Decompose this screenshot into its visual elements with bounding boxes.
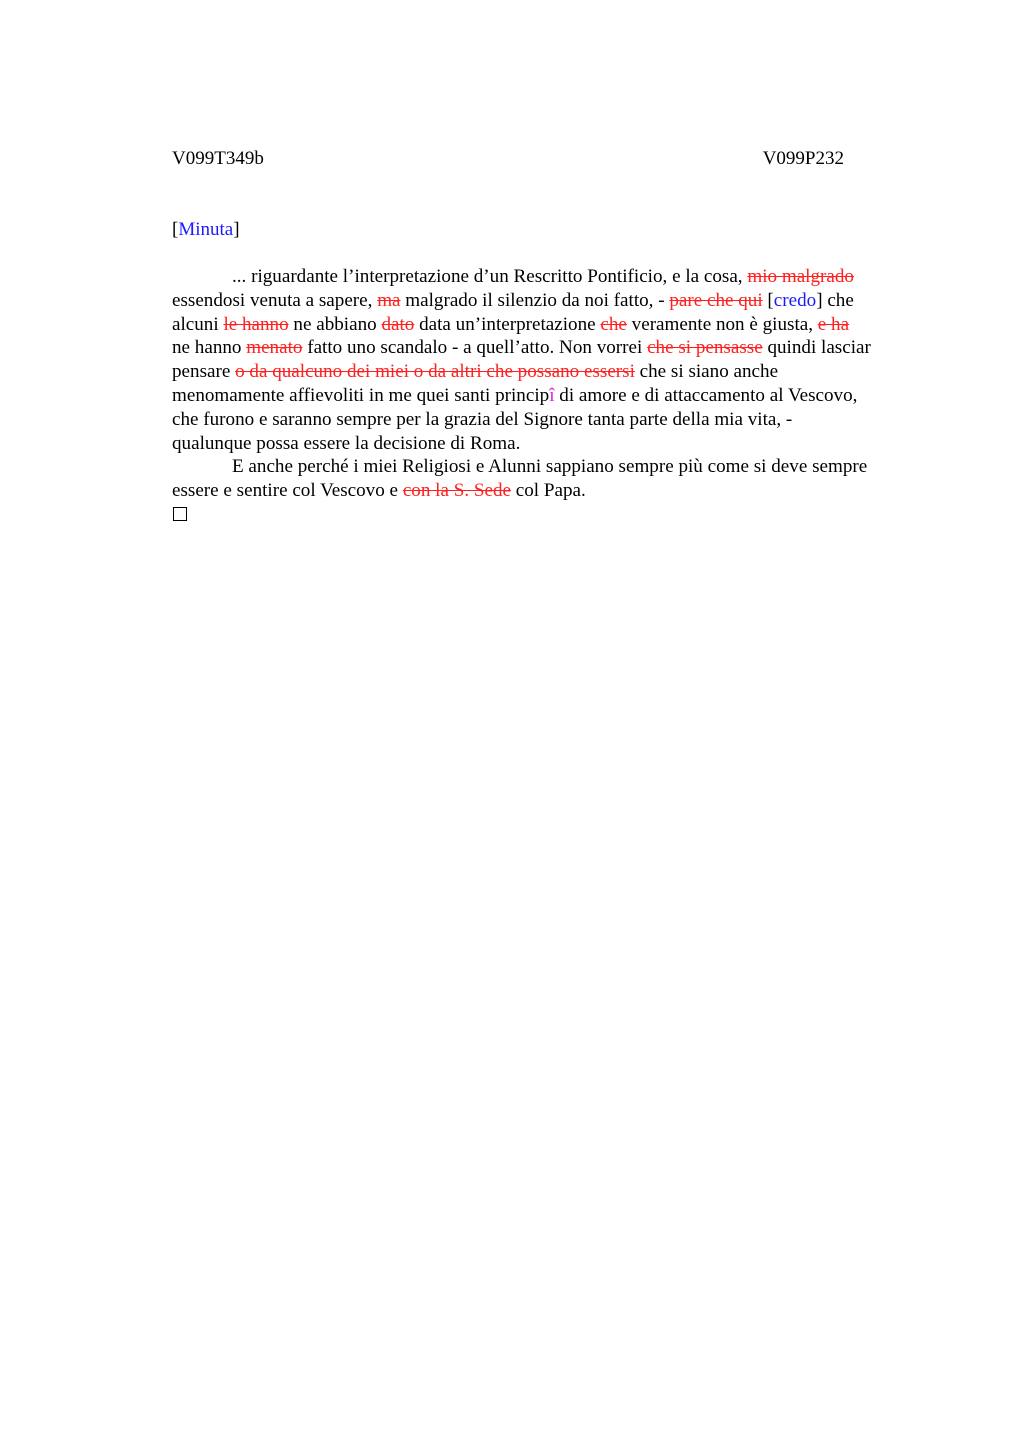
text-segment: [ — [762, 289, 774, 311]
text-segment: col Papa. — [511, 480, 586, 502]
text-segment: alcuni — [172, 313, 224, 335]
text-line — [172, 384, 932, 408]
deleted-text: ma — [377, 289, 401, 311]
text-segment: che furono e saranno sempre per la grazia del Signore tanta parte della mia vita, - — [172, 408, 793, 430]
minuta-close-bracket: ] — [233, 219, 240, 240]
deleted-text: dato — [381, 313, 415, 335]
deleted-text: che — [600, 313, 627, 335]
text-line — [172, 408, 932, 432]
end-of-text-box-icon — [173, 507, 187, 521]
document-code-right: V099P232 — [762, 148, 844, 169]
text-segment: fatto uno scandalo - a quell’atto. Non vorrei — [302, 337, 648, 359]
text-line — [172, 313, 932, 337]
deleted-text: o da qualcuno dei miei o da altri che possano essersi — [235, 361, 635, 383]
minuta-text: Minuta — [178, 219, 234, 240]
text-segment: ne hanno — [172, 337, 247, 359]
text-segment: data un’interpretazione — [414, 313, 601, 335]
text-segment: essere e sentire col Vescovo e — [172, 480, 403, 502]
deleted-text: con la S. Sede — [402, 480, 511, 502]
accented-character: î — [549, 384, 555, 406]
text-line — [172, 265, 932, 289]
minuta-open-bracket: [ — [172, 219, 179, 240]
minuta-label — [172, 218, 240, 242]
text-line — [172, 289, 932, 313]
text-segment: che si siano anche — [634, 361, 779, 383]
deleted-text: che si pensasse — [647, 337, 763, 359]
text-line — [172, 336, 932, 360]
text-segment: E anche perché i miei Religiosi e Alunni sappiano sempre più come si deve sempre — [232, 456, 868, 478]
text-segment: malgrado il silenzio da noi fatto, - — [400, 289, 670, 311]
text-segment: essendosi venuta a sapere, — [172, 289, 378, 311]
text-segment: qualunque possa essere la decisione di Roma. — [172, 432, 521, 454]
text-segment: menomamente affievoliti in me quei santi princip — [172, 384, 550, 406]
text-segment: ] che — [816, 289, 854, 311]
editorial-insertion: credo — [773, 289, 817, 311]
letter-body — [172, 265, 932, 503]
text-segment: pensare — [172, 361, 236, 383]
text-segment: ne abbiano — [288, 313, 382, 335]
document-code-left: V099T349b — [172, 148, 264, 169]
text-segment: quindi lasciar — [762, 337, 871, 359]
text-line — [172, 479, 932, 503]
deleted-text: e ha — [817, 313, 850, 335]
text-line — [172, 360, 932, 384]
text-segment: di amore e di attaccamento al Vescovo, — [554, 384, 858, 406]
text-line — [172, 455, 932, 479]
deleted-text: pare che qui — [669, 289, 763, 311]
deleted-text: menato — [246, 337, 303, 359]
text-segment: veramente non è giusta, — [626, 313, 818, 335]
text-line — [172, 432, 932, 456]
deleted-text: mio malgrado — [747, 266, 854, 287]
deleted-text: le hanno — [223, 313, 289, 335]
text-segment: ... riguardante l’interpretazione d’un Rescritto Pontificio, e la cosa, — [232, 266, 748, 287]
